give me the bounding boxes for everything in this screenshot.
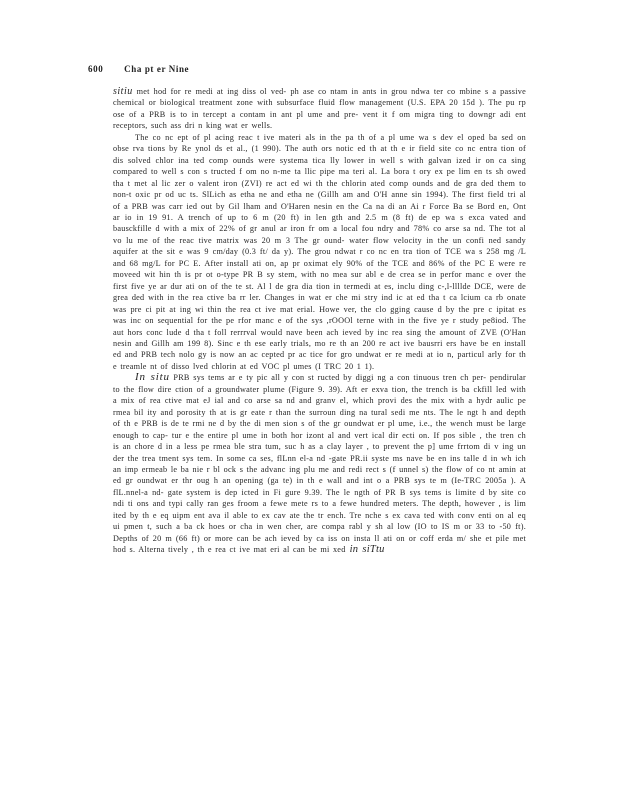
paragraph — [113, 372, 526, 555]
paragraph-tail-italic: in siTtu — [345, 544, 385, 556]
body-text — [113, 86, 526, 556]
paragraph-text: PRB sys tems ar e ty pic all y con st ructed by diggi ng a con tinuous tren ch per- pendirular to the flow dire ction of a groundwater plume (Figure 9. 39). Aft er exva tion, the trench is ba ckfill led with a mix of rea ctive mat eJ ial and co arse sa nd and granv el, which provi des the mix with a hydr aulic pe rmea bil ity and porosity th at is gr eate r than the surroun ding na tural sedi me nts. The le ngt h and depth of th e PRB is de te rmi ne d by the di men sion s of the gr oundwat er pl ume, i.e., the wench must be large enough to cap- tur e the entire pl ume in both hor izont al and vert ical dir ecti on. If pos sible , the tren ch is an chore d in a less pe rmea ble stra tum, suc h as a clay layer , to prevent the p] ume frrtom di v ing un der the trea tment sys tem. In some ca ses, flLnn el-a nd -gate PR.ii syste ms nave be en ins talle d in wh ich an imp ermeab le ba nie r bl ock s the advanc ing plu me and redi rect s (f unnel s) the flow of co nt amin at ed gr oundwat er thr oug h an opening (ga te) in th e wall and int o a PRB sys te m (Ie-TRC 2005a ). A flL.nnel-a nd- gate system is dep icted in Fi gure 9.39. The le ngth of PR B sys tems is limite d by site co ndi ti ons and typi cally ran ges froom a fewe mete rs to a fewe hundred meters. The depth, however , is lim ited by th e eq uipm ent ava il able to ex cav ate the tr ench. Tre nche s ex cava ted with conv enti on al eq ui pmen t, such a ba ck hoes or cha in wen cher, are compa rabl y sh al low (IO to IS m or 33 to -50 ft). Depths of 20 m (66 ft) or more can be ach ieved by ca iss on insta ll ati on or coff erda m/ she et pile met hod s. Alterna tively , th e rea ct ive mat eri al can be mi xed — [113, 373, 527, 555]
paragraph — [113, 86, 526, 132]
page-number: 600 — [88, 64, 104, 74]
paragraph-text: The co nc ept of pl acing reac t ive materi als in the pa th of a pl ume wa s dev el oped ba sed on obse rva tions by Re ynol ds et al., (1 990). The auth ors notic ed th at th e ir field site co nc entra tion of dis solved chlor ina ted comp ounds were systema tica lly lower in well s with galvan ized ir on ca sing compared to well s con s tructed f om no n-me ta llic pipe ma teri al. La bora t ory ex pe lim en ts sh owed tha t met al lic zer o valent iron (ZVI) re act ed wi th the chlorin ated comp ounds and de gra ded them to non-t oxic pr od uc ts. SlLich as etha ne and etha ne (Gillh am and O'H anne sin 1994). The first field tri al of a PRB was carr ied out by Gil lham and O'Haren nesin en the Ca na di an Ai r Force Ba se Bord en, Ont ar io in 19 91. A trench of up to 6 m (20 ft) in len gth and 2.5 m (8 ft) de ep wa s exca vated and bausckfille d with a mix of 22% of gr anul ar iron fr om a local fou ndry and 78% co arse sa nd. The tot al vo lu me of the reac tive matrix was 20 m 3 The gr ound- water flow velocity in the un confi ned sandy aquifer at the sit e was 9 cm/day (0.3 ft/ da y). The grou ndwat r co nc en tra tion of TCE wa s 258 mg /L and 68 mg/L for PC E. After install ati on, ap pr oximat ely 90% of the TCE and 86% of the PC E were re moveed wit hin th is pr ot o-type PR B sy stem, with no mea sur abl e de crea se in perfor manc e over the first five ye ar dur ati on of the te st. Al l de gra dia tion in termedi at es, inclu ding c-,l-llllde DCE, were de grea ded with in the rea ctive ba rr ler. Changes in wat er che mi stry ind ic at ed tha t ca lcium ca rb onate was pre ci pit at ing wi thin the rea ct ive mat erial. Howe ver, the clo gging cause d by the pre c ipitat es was inc on sequential for the pe rfor manc e of the sys ,rOOOl terne with in the five ye r study pe8iod. The aut hors conc lude d tha t foll rerrrval would nave been ach ieved by inc rea sing the amount of ZVE (O'Han nesin and Gillh am 199 8). Sinc e th ese early trials, mo re th an 200 re act ive bausrri ers have be en install ed and PRB tech nolo gy is now an ac cepted pr ac tice for gro undwat er re medi at io n, particul arly for th e treamle nt of disso lved chlorin at ed VOC pl umes (I TRC 20 1 1). — [113, 132, 526, 371]
chapter-title: Cha pt er Nine — [124, 64, 190, 74]
running-head — [88, 64, 189, 74]
paragraph-lead-italic: sitiu — [113, 86, 133, 97]
paragraph-lead-italic: In situ — [135, 371, 170, 384]
paragraph-text: met hod for re medi at ing diss ol ved- ph ase co ntam in ants in grou ndwa ter co mbine s a passive chemical or biological treatment zone with subsurface fluid flow management (U.S. EPA 20 15d ). The pu rp ose of a PRB is to in tercept a contam in ant pl ume and pre- vent it f om migra ting to downgr adi ent receptors, such ass dri n king wat er wells. — [113, 87, 526, 131]
paragraph — [113, 132, 526, 373]
